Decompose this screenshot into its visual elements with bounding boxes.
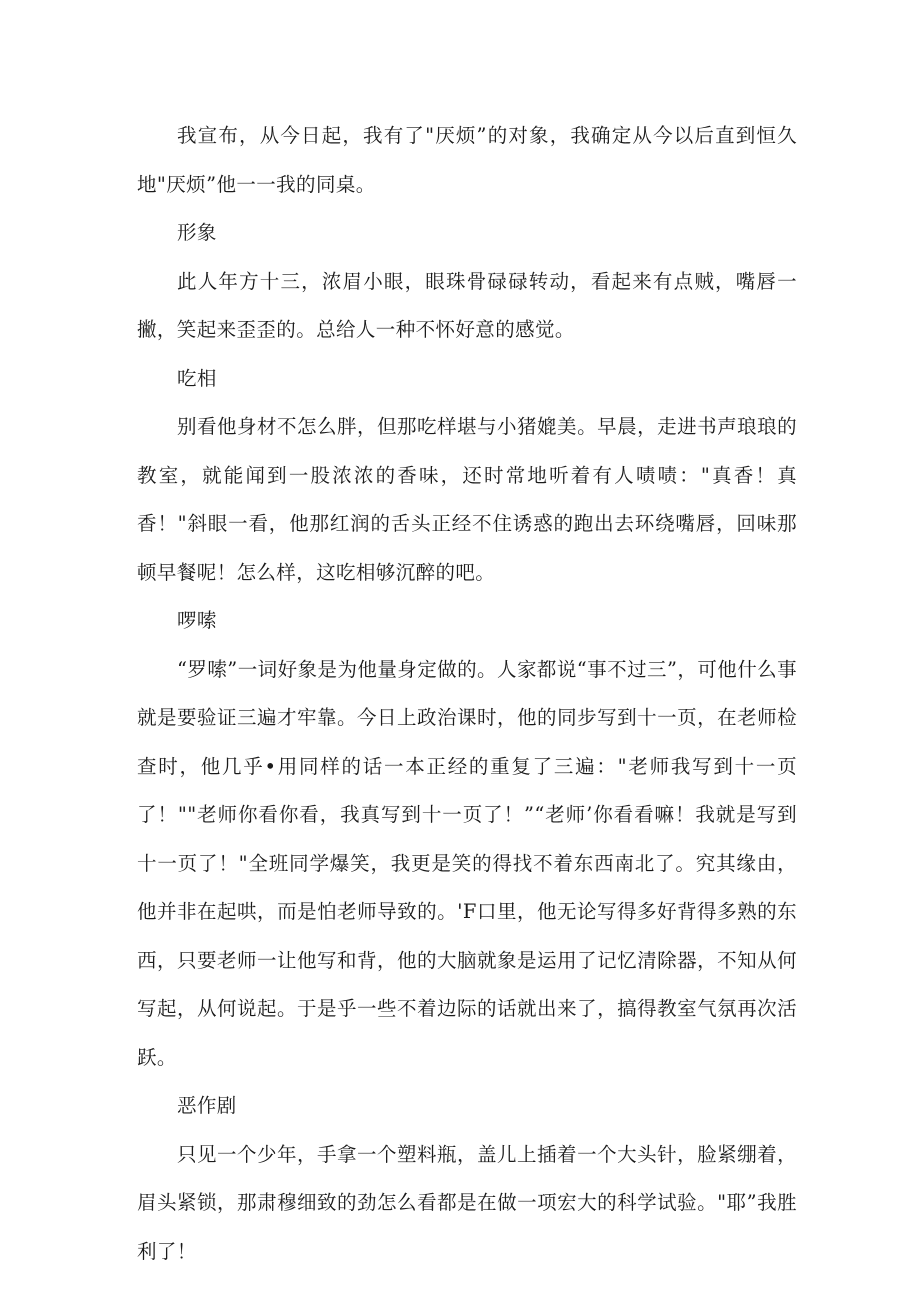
- paragraph-intro: 我宣布，从今日起，我有了"厌烦”的对象，我确定从今以后直到恒久地"厌烦”他一一我的同桌。: [137, 124, 797, 196]
- paragraph-prank: 只见一个少年，手拿一个塑料瓶，盖儿上插着一个大头针，脸紧绷着，眉头紧锁，那肃穆细致的劲怎么看都是在做一项宏大的科学试验。"耶”我胜利了！: [137, 1142, 797, 1263]
- paragraph-appearance: 此人年方十三，浓眉小眼，眼珠骨碌碌转动，看起来有点贼，嘴唇一撇，笑起来歪歪的。总给人一种不怀好意的感觉。: [137, 269, 797, 341]
- paragraph-wordy: “罗嗦”一词好象是为他量身定做的。人家都说“事不过三”，可他什么事就是要验证三遍才牢靠。今日上政治课时，他的同步写到十一页，在老师检查时，他几乎•用同样的话一本正经的重复了三遍："老师我写到十一页了！""老师你看你看，我真写到十一页了！”“老师’你看看嘛！我就是写到十一页了！"全班同学爆笑，我更是笑的得找不着东西南北了。究其缘由，他并非在起哄，而是怕老师导致的。'F口里，他无论写得多好背得多熟的东西，只要老师一让他写和背，他的大脑就象是运用了记忆清除器，不知从何写起，从何说起。于是乎一些不着边际的话就出来了，搞得教室气氛再次活跃。: [137, 657, 797, 1069]
- section-heading-appearance: 形象: [177, 221, 217, 244]
- paragraph-eating: 别看他身材不怎么胖，但那吃样堪与小猪媲美。早晨，走进书声琅琅的教室，就能闻到一股浓浓的香味，还时常地听着有人啧啧："真香！真香！"斜眼一看，他那红润的舌头正经不住诱惑的跑出去环绕嘴唇，回味那顿早餐呢！怎么样，这吃相够沉醉的吧。: [137, 415, 797, 584]
- section-heading-eating: 吃相: [177, 366, 217, 390]
- document-body: [137, 112, 797, 1276]
- section-heading-prank: 恶作剧: [177, 1094, 237, 1117]
- section-heading-wordy: 啰嗦: [177, 609, 217, 632]
